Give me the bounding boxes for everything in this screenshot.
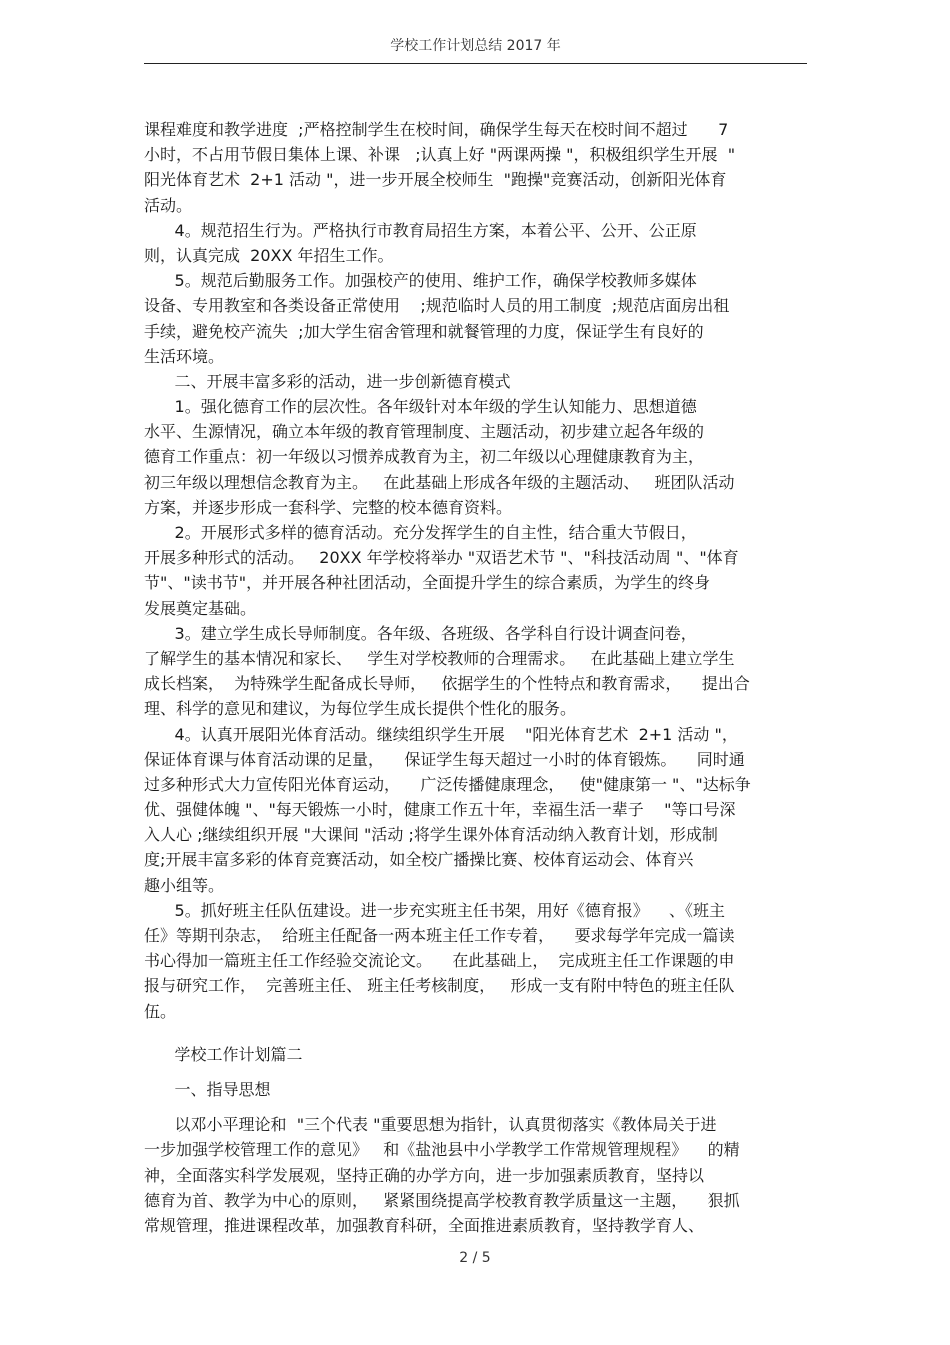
page-number: 2 / 5 [459, 1250, 491, 1266]
text-line: 5。规范后勤服务工作。加强校产的使用、维护工作，确保学校教师多媒体 [144, 271, 697, 291]
text-line: 阳光体育艺术 2+1 活动 "，进一步开展全校师生 "跑操"竞赛活动，创新阳光体育 [144, 170, 727, 190]
text-line: 以邓小平理论和 "三个代表 "重要思想为指针，认真贯彻落实《教体局关于进 [144, 1115, 717, 1135]
text-line: 4。规范招生行为。严格执行市教育局招生方案，本着公平、公开、公正原 [144, 220, 697, 240]
section-body-text [144, 117, 807, 1024]
text-line: 趣小组等。 [144, 875, 225, 895]
text-line: 入人心 ;继续组织开展 "大课间 "活动 ;将学生课外体育活动纳入教育计划，形成制 [144, 825, 718, 845]
text-line: 报与研究工作， 完善班主任、 班主任考核制度， 形成一支有附中特色的班主任队 [144, 976, 735, 996]
section-title: 学校工作计划篇二 [144, 1044, 303, 1064]
text-line: 课程难度和教学进度 ;严格控制学生在校时间，确保学生每天在校时间不超过 7 [144, 120, 729, 139]
text-line: 5。抓好班主任队伍建设。进一步充实班主任书架，用好《德育报》 、《班主 [144, 900, 726, 920]
text-line: 设备、专用教室和各类设备正常使用 ;规范临时人员的用工制度 ;规范店面房出租 [144, 296, 730, 316]
guiding-thought-text [144, 1112, 807, 1238]
text-line: 活动。 [144, 195, 193, 215]
text-line: 优、强健体魄 "、"每天锻炼一小时，健康工作五十年，幸福生活一辈子 "等口号深 [144, 800, 736, 820]
text-line: 节"、"读书节"，并开展各种社团活动，全面提升学生的综合素质，为学生的终身 [144, 573, 711, 593]
text-line: 德育为首、教学为中心的原则， 紧紧围绕提高学校教育教学质量这一主题， 狠抓 [144, 1190, 740, 1210]
header-divider [144, 63, 807, 64]
document-body [144, 117, 807, 1238]
text-line: 4。认真开展阳光体育活动。继续组织学生开展 "阳光体育艺术 2+1 活动 "， [144, 724, 738, 744]
text-line: 初三年级以理想信念教育为主。 在此基础上形成各年级的主题活动、 班团队活动 [144, 472, 735, 492]
text-line: 2。开展形式多样的德育活动。充分发挥学生的自主性，结合重大节假日， [144, 523, 697, 542]
text-line: 开展多种形式的活动。 20XX 年学校将举办 "双语艺术节 "、"科技活动周 "、"体育 [144, 548, 739, 568]
subheading: 一、指导思想 [144, 1079, 271, 1099]
text-line: 方案，并逐步形成一套科学、完整的校本德育资料。 [144, 497, 513, 517]
text-line: 小时，不占用节假日集体上课、补课 ;认真上好 "两课两操 "，积极组织学生开展 " [144, 145, 736, 165]
text-line: 生活环境。 [144, 346, 225, 366]
text-line: 则，认真完成 20XX 年招生工作。 [144, 245, 394, 265]
text-line: 神，全面落实科学发展观，坚持正确的办学方向，进一步加强素质教育，坚持以 [144, 1165, 705, 1185]
text-line: 书心得加一篇班主任工作经验交流论文。 在此基础上， 完成班主任工作课题的申 [144, 951, 735, 971]
text-line: 二、开展丰富多彩的活动，进一步创新德育模式 [144, 371, 511, 391]
text-line: 手续，避免校产流失 ;加大学生宿舍管理和就餐管理的力度，保证学生有良好的 [144, 321, 704, 341]
text-line: 保证体育课与体育活动课的足量， 保证学生每天超过一小时的体育锻炼。 同时通 [144, 749, 745, 769]
text-line: 一步加强学校管理工作的意见》 和《盐池县中小学教学工作常规管理规程》 的精 [144, 1140, 740, 1160]
text-line: 理、科学的意见和建议，为每位学生成长提供个性化的服务。 [144, 699, 577, 719]
text-line: 伍。 [144, 1001, 177, 1021]
text-line: 常规管理，推进课程改革，加强教育科研，全面推进素质教育，坚持教学育人、 [144, 1215, 705, 1235]
text-line: 任》等期刊杂志， 给班主任配备一两本班主任工作专着， 要求每学年完成一篇读 [144, 926, 735, 945]
text-line: 1。强化德育工作的层次性。各年级针对本年级的学生认知能力、思想道德 [144, 397, 697, 417]
text-line: 过多种形式大力宣传阳光体育运动， 广泛传播健康理念， 使"健康第一 "、"达标争 [144, 774, 751, 794]
text-line: 3。建立学生成长导师制度。各年级、各班级、各学科自行设计调查问卷， [144, 623, 697, 643]
text-line: 了解学生的基本情况和家长、 学生对学校教师的合理需求。 在此基础上建立学生 [144, 648, 735, 668]
text-line: 度;开展丰富多彩的体育竞赛活动，如全校广播操比赛、校体育运动会、体育兴 [144, 850, 694, 870]
text-line: 德育工作重点：初一年级以习惯养成教育为主，初二年级以心理健康教育为主， [144, 447, 705, 467]
page-header: 学校工作计划总结 2017 年 [390, 38, 561, 54]
text-line: 发展奠定基础。 [144, 598, 257, 618]
text-line: 水平、生源情况，确立本年级的教育管理制度、主题活动，初步建立起各年级的 [144, 422, 705, 442]
text-line: 成长档案， 为特殊学生配备成长导师， 依据学生的个性特点和教育需求， 提出合 [144, 674, 750, 694]
